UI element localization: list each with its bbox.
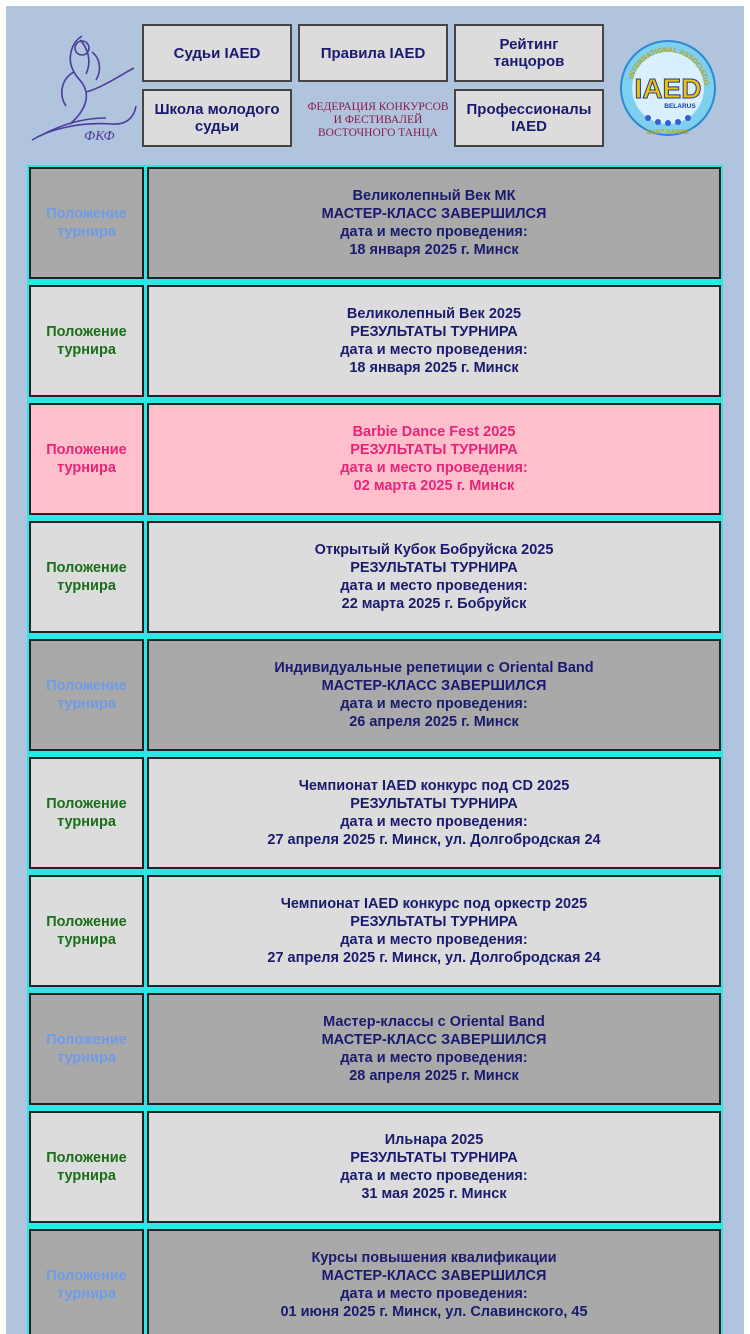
event-date-label: дата и место проведения: [340, 932, 528, 948]
event-regulation-label: Положение турнира [46, 560, 127, 594]
event-date: 26 апреля 2025 г. Минск [349, 714, 519, 730]
event-row [27, 637, 723, 755]
event-regulation-label: Положение турнира [46, 1150, 127, 1184]
event-regulation-label: Положение турнира [46, 914, 127, 948]
event-regulation-label: Положение турнира [46, 1268, 127, 1302]
nav-judges-label: Судьи IAED [173, 44, 261, 62]
event-regulation-label: Положение турнира [46, 678, 127, 712]
event-regulation-link[interactable] [29, 875, 144, 987]
event-regulation-link[interactable] [29, 167, 144, 279]
event-info[interactable] [147, 993, 721, 1105]
event-regulation-link[interactable] [29, 639, 144, 751]
event-row [27, 283, 723, 401]
iaed-emblem-icon [618, 36, 718, 144]
event-title: Чемпионат IAED конкурс под CD 2025 [298, 778, 570, 794]
event-status: РЕЗУЛЬТАТЫ ТУРНИРА [350, 560, 518, 576]
page [6, 6, 744, 1334]
federation-name: ФЕДЕРАЦИЯ КОНКУРСОВ И ФЕСТИВАЛЕЙ ВОСТОЧНОГО ТАНЦА [307, 100, 449, 139]
event-regulation-link[interactable] [29, 521, 144, 633]
event-status: РЕЗУЛЬТАТЫ ТУРНИРА [350, 796, 518, 812]
events-table [27, 165, 723, 1334]
event-date: 27 апреля 2025 г. Минск, ул. Долгобродская 24 [267, 950, 601, 966]
event-title: Мастер-классы с Oriental Band [323, 1014, 545, 1030]
event-status: МАСТЕР-КЛАСС ЗАВЕРШИЛСЯ [321, 206, 547, 222]
event-title: Великолепный Век 2025 [346, 306, 522, 322]
event-date-label: дата и место проведения: [340, 814, 528, 830]
event-date-label: дата и место проведения: [340, 1286, 528, 1302]
event-regulation-label: Положение турнира [46, 442, 127, 476]
logo-belarus-text: BELARUS [664, 103, 696, 110]
event-info[interactable] [147, 875, 721, 987]
iaed-logo[interactable] [618, 36, 718, 144]
event-info[interactable] [147, 285, 721, 397]
logo-bottom-text: EAST DANCE [646, 129, 690, 136]
event-date: 28 апреля 2025 г. Минск [349, 1068, 519, 1084]
event-regulation-link[interactable] [29, 993, 144, 1105]
logo-left-text: ФКФ [84, 129, 115, 144]
event-date: 01 июня 2025 г. Минск, ул. Славинского, 45 [280, 1304, 588, 1320]
federation-logo[interactable] [22, 28, 142, 152]
event-row [27, 165, 723, 283]
event-title: Ильнара 2025 [384, 1132, 484, 1148]
event-regulation-link[interactable] [29, 1229, 144, 1334]
event-date-label: дата и место проведения: [340, 224, 528, 240]
event-regulation-label: Положение турнира [46, 206, 127, 240]
event-date-label: дата и место проведения: [340, 1050, 528, 1066]
dancer-logo-icon [22, 28, 142, 152]
event-row [27, 519, 723, 637]
event-title: Курсы повышения квалификации [311, 1250, 557, 1266]
event-regulation-label: Положение турнира [46, 324, 127, 358]
logo-ring-text: INTERNATIONAL ASSOCIATIO [628, 46, 709, 86]
event-regulation-label: Положение турнира [46, 796, 127, 830]
event-status: РЕЗУЛЬТАТЫ ТУРНИРА [350, 442, 518, 458]
event-row [27, 991, 723, 1109]
event-info[interactable] [147, 167, 721, 279]
event-info[interactable] [147, 403, 721, 515]
event-date-label: дата и место проведения: [340, 342, 528, 358]
event-regulation-label: Положение турнира [46, 1032, 127, 1066]
event-title: Великолепный Век МК [352, 188, 516, 204]
nav-professionals-button[interactable] [454, 89, 604, 147]
nav-rules-label: Правила IAED [320, 44, 426, 62]
event-status: РЕЗУЛЬТАТЫ ТУРНИРА [350, 914, 518, 930]
event-status: МАСТЕР-КЛАСС ЗАВЕРШИЛСЯ [321, 1032, 547, 1048]
event-info[interactable] [147, 639, 721, 751]
event-title: Индивидуальные репетиции с Oriental Band [274, 660, 594, 676]
event-row [27, 1109, 723, 1227]
event-regulation-link[interactable] [29, 403, 144, 515]
nav-rating-label: Рейтинг танцоров [493, 36, 565, 70]
nav-professionals-label: Профессионалы IAED [466, 101, 592, 135]
event-date: 31 мая 2025 г. Минск [361, 1186, 507, 1202]
event-date-label: дата и место проведения: [340, 696, 528, 712]
nav-school-button[interactable] [142, 89, 292, 147]
event-info[interactable] [147, 757, 721, 869]
event-status: МАСТЕР-КЛАСС ЗАВЕРШИЛСЯ [321, 1268, 547, 1284]
event-row [27, 755, 723, 873]
event-date: 22 марта 2025 г. Бобруйск [341, 596, 527, 612]
logo-iaed-text: IAED [634, 73, 702, 104]
event-date: 18 января 2025 г. Минск [349, 360, 519, 376]
event-date-label: дата и место проведения: [340, 1168, 528, 1184]
event-title: Открытый Кубок Бобруйска 2025 [314, 542, 554, 558]
event-regulation-link[interactable] [29, 757, 144, 869]
event-date-label: дата и место проведения: [340, 578, 528, 594]
event-row [27, 1227, 723, 1334]
event-date: 02 марта 2025 г. Минск [353, 478, 515, 494]
event-date: 27 апреля 2025 г. Минск, ул. Долгобродская 24 [267, 832, 601, 848]
event-row [27, 873, 723, 991]
nav-school-label: Школа молодого судьи [154, 101, 280, 135]
event-status: РЕЗУЛЬТАТЫ ТУРНИРА [350, 1150, 518, 1166]
event-info[interactable] [147, 1111, 721, 1223]
event-status: РЕЗУЛЬТАТЫ ТУРНИРА [350, 324, 518, 340]
event-row [27, 401, 723, 519]
event-date-label: дата и место проведения: [340, 460, 528, 476]
event-regulation-link[interactable] [29, 285, 144, 397]
event-info[interactable] [147, 1229, 721, 1334]
nav-judges-button[interactable] [142, 24, 292, 82]
event-title: Barbie Dance Fest 2025 [352, 424, 516, 440]
event-status: МАСТЕР-КЛАСС ЗАВЕРШИЛСЯ [321, 678, 547, 694]
nav-rules-button[interactable] [298, 24, 448, 82]
event-info[interactable] [147, 521, 721, 633]
event-regulation-link[interactable] [29, 1111, 144, 1223]
nav-rating-button[interactable] [454, 24, 604, 82]
event-title: Чемпионат IAED конкурс под оркестр 2025 [280, 896, 588, 912]
event-date: 18 января 2025 г. Минск [349, 242, 519, 258]
